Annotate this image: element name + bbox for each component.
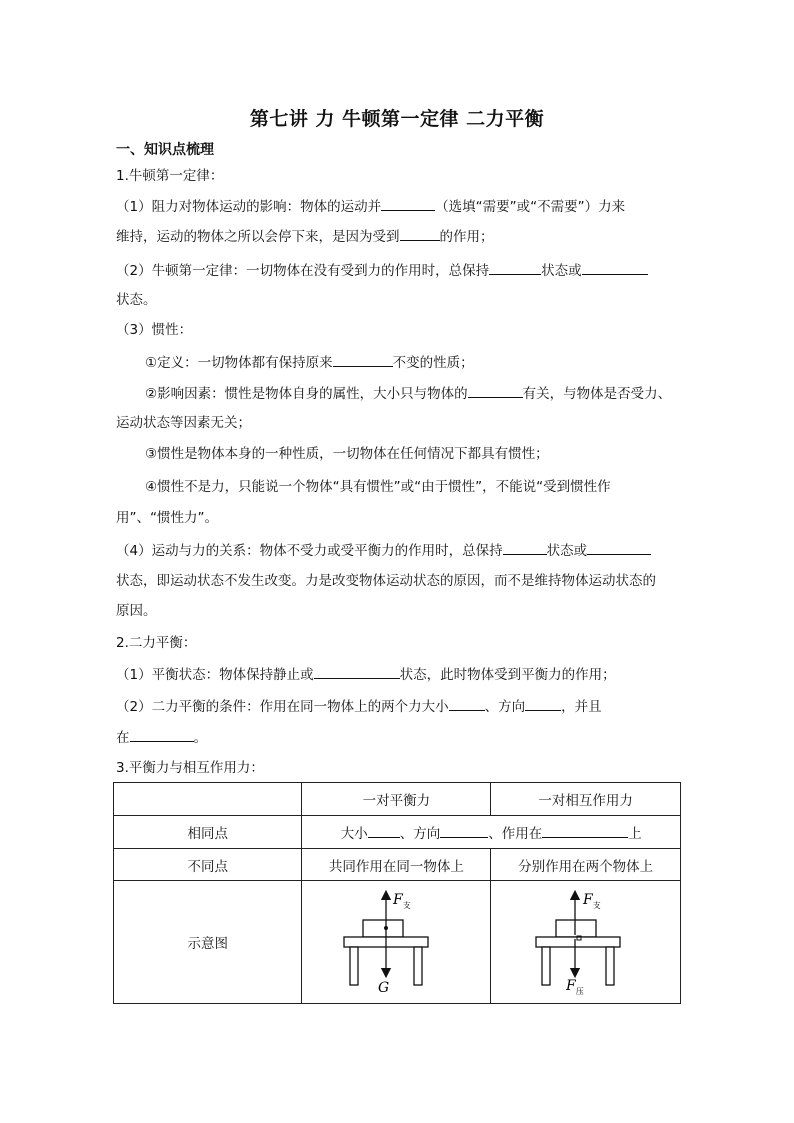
s1-p1-line2 <box>116 226 494 247</box>
text: 状态或 <box>541 263 582 279</box>
answer-blank[interactable] <box>314 664 400 679</box>
text: 、方向 <box>484 699 526 715</box>
tabletop <box>536 937 620 947</box>
text: 维持，运动的物体之所以会停下来，是因为受到 <box>116 229 400 245</box>
s1-d4-line2: 用”、“惯性力”。 <box>116 510 218 526</box>
s2-heading: 2.二力平衡： <box>116 635 197 651</box>
text: 状态或 <box>546 543 588 559</box>
row-label-diff: 不同点 <box>114 849 302 881</box>
col-interaction-forces: 一对相互作用力 <box>491 783 681 816</box>
col-balance-forces: 一对平衡力 <box>302 783 491 816</box>
diff-interaction-cell: 分别作用在两个物体上 <box>491 849 681 881</box>
s1-p2-line2: 状态。 <box>116 292 157 308</box>
row-label-same: 相同点 <box>114 816 302 849</box>
text: （1）平衡状态：物体保持静止或 <box>116 667 314 683</box>
text: 大小 <box>340 826 368 842</box>
text: （1）阻力对物体运动的影响：物体的运动并 <box>116 199 382 215</box>
comparison-table <box>113 782 681 1004</box>
table-corner-cell <box>114 783 302 816</box>
support-force-label: $F_支$ <box>582 892 601 910</box>
row-label-figure: 示意图 <box>114 881 302 1004</box>
s1-heading: 1.牛顿第一定律： <box>116 168 224 184</box>
answer-blank[interactable] <box>381 196 435 211</box>
answer-blank[interactable] <box>489 260 541 275</box>
s1-p4-line2: 状态，即运动状态不发生改变。力是改变物体运动状态的原因，而不是维持物体运动状态的 <box>116 573 656 589</box>
answer-blank[interactable] <box>440 823 488 838</box>
block <box>363 920 403 937</box>
answer-blank[interactable] <box>130 727 194 742</box>
text: ，并且 <box>561 699 602 715</box>
answer-blank[interactable] <box>400 226 440 241</box>
answer-blank[interactable] <box>468 383 523 398</box>
answer-blank[interactable] <box>503 540 547 555</box>
figure-interaction-cell <box>491 881 681 1004</box>
block <box>556 920 596 937</box>
text: 有关，与物体是否受力、 <box>522 386 672 402</box>
text: 不变的性质； <box>392 355 474 371</box>
text: 上 <box>628 826 642 842</box>
balance-forces-diagram <box>341 887 451 997</box>
table-leg <box>606 947 614 985</box>
s1-p3: （3）惯性： <box>116 322 193 338</box>
table-row <box>114 849 681 881</box>
table-leg <box>350 947 358 985</box>
s1-p2-line1 <box>116 260 648 281</box>
text: （选填“需要”或“不需要”）力来 <box>435 199 626 215</box>
s1-d2-line1 <box>145 383 671 404</box>
same-points-cell <box>302 816 681 849</box>
text: ②影响因素：惯性是物体自身的属性，大小只与物体的 <box>145 386 468 402</box>
table-leg <box>542 947 550 985</box>
text: 、作用在 <box>488 826 543 842</box>
answer-blank[interactable] <box>587 540 651 555</box>
text: ①定义：一切物体都有保持原来 <box>145 355 333 371</box>
text: （4）运动与力的关系：物体不受力或受平衡力的作用时，总保持 <box>116 543 503 559</box>
s1-d3: ③惯性是物体本身的一种性质，一切物体在任何情况下都具有惯性； <box>145 446 549 462</box>
support-force-label: $F_支$ <box>393 892 412 910</box>
s3-heading: 3.平衡力与相互作用力： <box>116 760 264 776</box>
table-header-row <box>114 783 681 816</box>
s1-p1-line1 <box>116 196 625 217</box>
s2-p2-line1 <box>116 696 602 717</box>
figure-balance-cell <box>302 881 491 1004</box>
s1-d4-line1: ④惯性不是力，只能说一个物体“具有惯性”或“由于惯性”，不能说“受到惯性作 <box>145 479 611 495</box>
table-leg <box>414 947 422 985</box>
answer-blank[interactable] <box>368 823 400 838</box>
page-title: 第七讲 力 牛顿第一定律 二力平衡 <box>249 108 545 130</box>
text: 在 <box>116 730 130 746</box>
answer-blank[interactable] <box>582 260 648 275</box>
text: 的作用； <box>439 229 494 245</box>
s2-p2-line2 <box>116 727 207 748</box>
text: 状态，此时物体受到平衡力的作用； <box>399 667 616 683</box>
s2-p1 <box>116 664 616 685</box>
s1-p4-line3: 原因。 <box>116 603 157 619</box>
s1-d1 <box>145 352 474 373</box>
answer-blank[interactable] <box>333 352 393 367</box>
answer-blank[interactable] <box>449 696 485 711</box>
text: 、方向 <box>399 826 441 842</box>
pressure-force-label: $F_压$ <box>565 978 584 996</box>
diff-balance-cell: 共同作用在同一物体上 <box>302 849 491 881</box>
gravity-label: G <box>378 980 390 996</box>
s1-d2-line2: 运动状态等因素无关； <box>116 415 251 431</box>
answer-blank[interactable] <box>525 696 561 711</box>
table-row <box>114 816 681 849</box>
section-heading: 一、知识点梳理 <box>116 142 214 158</box>
text: （2）牛顿第一定律：一切物体在没有受到力的作用时，总保持 <box>116 263 490 279</box>
s1-p4-line1 <box>116 540 651 561</box>
answer-blank[interactable] <box>542 823 628 838</box>
table-row <box>114 881 681 1004</box>
force-point <box>384 926 388 930</box>
interaction-forces-diagram <box>531 887 641 997</box>
text: （2）二力平衡的条件：作用在同一物体上的两个力大小 <box>116 699 449 715</box>
text: 。 <box>193 730 207 746</box>
